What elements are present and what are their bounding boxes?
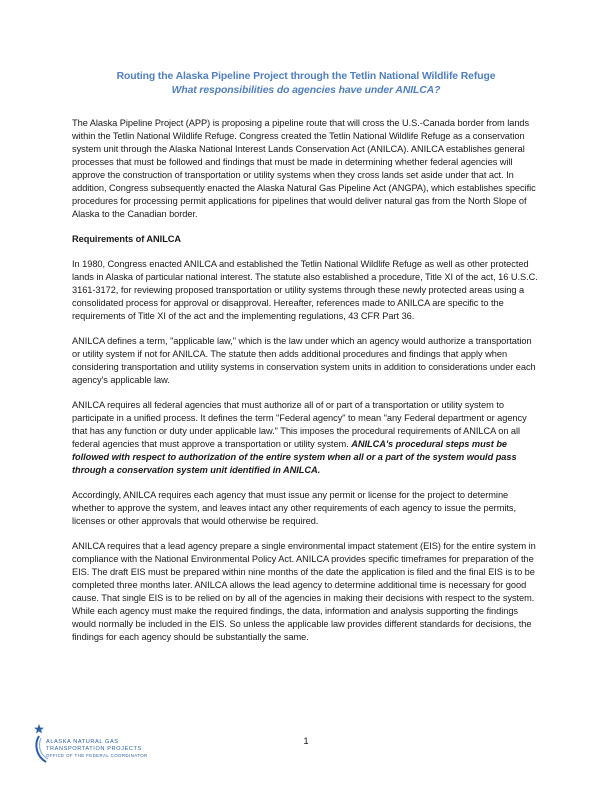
paragraph-5: ANILCA requires that a lead agency prepare a single environmental impact statement (EIS) for the entire system in compliance with the National Environmental Policy Act. ANILCA provides specific timeframes for preparation of the EIS. The draft EIS must be prepared within nine months of the date the application is filed and the final EIS is to be completed three months later. ANILCA allows the lead agency to determine additional time is necessary for good cause. That single EIS is to be relied on by all of the agencies in making their decisions with respect to the system. While each agency must make the required findings, the data, information and analysis supporting the findings would normally be included in the EIS. So unless the applicable law provides different standards for decisions, the findings for each agency should be substantially the same. [72, 541, 536, 642]
star-and-arc-icon [30, 722, 52, 768]
section-heading: Requirements of ANILCA [72, 234, 182, 244]
logo-text-line-2: TRANSPORTATION PROJECTS [46, 746, 142, 752]
document-body [72, 117, 538, 656]
title-block [72, 70, 540, 98]
paragraph-3 [72, 399, 538, 477]
paragraph-1: In 1980, Congress enacted ANILCA and established the Tetlin National Wildlife Refuge as well as other protected lands in Alaska of particular national interest. The statute also established a procedure, Title XI of the act, 16 U.S.C. 3161-3172, for reviewing proposed transportation or utility systems through these newly protected areas using a consolidated process for approval or disapproval. Hereafter, references made to ANILCA are specific to the requirements of Title XI of the act and the implementing regulations, 43 CFR Part 36. [72, 259, 538, 321]
document-title: Routing the Alaska Pipeline Project through the Tetlin National Wildlife Refuge [116, 71, 496, 82]
agency-logo [30, 722, 148, 768]
intro-paragraph: The Alaska Pipeline Project (APP) is proposing a pipeline route that will cross the U.S.-Canada border from lands within the Tetlin National Wildlife Refuge. Congress created the Tetlin National Wildlife Refuge as a conservation system unit through the Alaska National Interest Lands Conservation Act (ANILCA). ANILCA establishes general processes that must be followed and findings that must be made in determining whether federal agencies will approve the construction of transportation or utility systems when they cross lands set aside under that act. In addition, Congress subsequently enacted the Alaska Natural Gas Pipeline Act (ANGPA), which establishes specific procedures for processing permit applications for pipelines that would deliver natural gas from the North Slope of Alaska to the Canadian border. [72, 118, 536, 219]
paragraph-3-text: ANILCA requires all federal agencies that must authorize all of or part of a transportation or utility system to participate in a unified process. It defines the term "Federal agency" to mean "any Federal department or agency that has any function or duty under applicable law." This imposes the procedural requirements of ANILCA on all federal agencies that must approve a transportation or utility system. [72, 400, 527, 449]
page-number: 1 [303, 736, 309, 747]
paragraph-4: Accordingly, ANILCA requires each agency that must issue any permit or license for the project to determine whether to approve the system, and leaves intact any other requirements of each agency to issue the permits, licenses or other approvals that would otherwise be required. [72, 490, 516, 526]
paragraph-3-emphasis: ANILCA's procedural steps must be followed with respect to authorization of the entire system when all or a part of the system would pass through a conservation system unit identified in ANILCA. [72, 439, 517, 475]
logo-text-line-1: ALASKA NATURAL GAS [46, 739, 119, 745]
document-subtitle: What responsibilities do agencies have under ANILCA? [171, 85, 441, 96]
paragraph-2: ANILCA defines a term, "applicable law," which is the law under which an agency would authorize a transportation or utility system if not for ANILCA. The statute then adds additional procedures and findings that apply when considering transportation and utility systems in conservation system units in addition to considerations under each agency's applicable law. [72, 336, 536, 385]
logo-text-line-3: OFFICE OF THE FEDERAL COORDINATOR [46, 753, 148, 758]
